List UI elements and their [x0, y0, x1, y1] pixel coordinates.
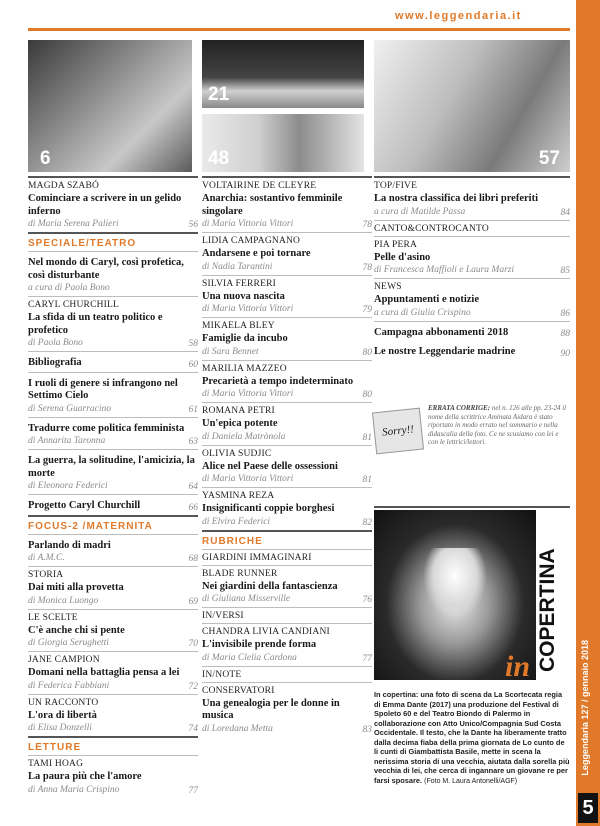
- entry-author: YASMINA REZA: [202, 491, 275, 501]
- entry-page-number: 61: [188, 404, 198, 415]
- entry-title[interactable]: La paura più che l'amore: [28, 771, 142, 782]
- toc-entry[interactable]: [202, 607, 372, 623]
- entry-title[interactable]: Parlando di madri: [28, 539, 111, 551]
- section-heading: FOCUS-2 /MATERNITA: [28, 515, 198, 534]
- entry-page-number: 60: [188, 359, 198, 370]
- entry-byline: a cura di Matilde Passa: [374, 206, 466, 217]
- toc-entry[interactable]: [374, 278, 570, 321]
- toc-entry[interactable]: [374, 341, 570, 361]
- entry-page-number: 78: [362, 220, 372, 230]
- entry-author: PIA PERA: [374, 239, 418, 250]
- toc-entry[interactable]: [374, 236, 570, 279]
- entry-title[interactable]: Cominciare a scrivere in un gelido inferno: [28, 193, 182, 217]
- entry-author: CHANDRA LIVIA CANDIANI: [202, 627, 330, 637]
- entry-title[interactable]: Tradurre come politica femminista: [28, 422, 185, 434]
- photo-event[interactable]: [202, 114, 364, 172]
- entry-title[interactable]: La nostra classifica dei libri preferiti: [374, 193, 538, 204]
- entry-title[interactable]: Anarchia: sostantivo femminile singolare: [202, 193, 343, 217]
- entry-page-number: 79: [362, 305, 372, 315]
- entry-author: IN/NOTE: [202, 669, 242, 680]
- cover-caption: [374, 690, 570, 786]
- toc-entry[interactable]: [202, 487, 372, 530]
- entry-author: TAMI HOAG: [28, 759, 84, 769]
- entry-title[interactable]: Progetto Caryl Churchill: [28, 500, 141, 511]
- entry-page-number: 77: [188, 785, 198, 796]
- section-heading: SPECIALE/TEATRO: [28, 232, 198, 251]
- entry-page-number: 66: [188, 502, 198, 513]
- section-heading: RUBRICHE: [202, 530, 372, 549]
- toc-entry[interactable]: [28, 494, 198, 515]
- entry-title[interactable]: C'è anche chi si pente: [28, 624, 125, 636]
- photo-page-number: 48: [208, 148, 230, 169]
- entry-byline: di Elvira Federici: [202, 516, 271, 527]
- entry-title[interactable]: Appuntamenti e notizie: [374, 294, 479, 305]
- entry-author: LIDIA CAMPAGNANO: [202, 236, 301, 246]
- entry-title[interactable]: Nel mondo di Caryl, così profetica, così disturbante: [28, 257, 184, 281]
- entry-byline: di Daniela Matrònola: [202, 431, 286, 442]
- entry-page-number: 84: [560, 207, 570, 218]
- entry-title[interactable]: La guerra, la solitudine, l'amicizia, la morte: [28, 455, 195, 479]
- entry-page-number: 88: [560, 329, 570, 339]
- entry-title[interactable]: Un'epica potente: [202, 418, 278, 429]
- entry-page-number: 81: [362, 475, 372, 485]
- toc-entry[interactable]: [374, 176, 570, 220]
- entry-byline: di Federica Fabbiani: [28, 680, 110, 691]
- entry-page-number: 63: [188, 437, 198, 447]
- entry-page-number: 82: [362, 517, 372, 528]
- photo-page-number: 21: [208, 84, 230, 105]
- cover-rule: [374, 506, 570, 508]
- entry-page-number: 70: [188, 639, 198, 649]
- entry-page-number: 74: [188, 724, 198, 734]
- entry-title[interactable]: Nei giardini della fantascienza: [202, 580, 338, 592]
- toc-entry[interactable]: [202, 445, 372, 488]
- errata-box: [374, 404, 570, 462]
- toc-entry[interactable]: [28, 176, 198, 232]
- entry-author: LE SCELTE: [28, 612, 78, 623]
- toc-entry[interactable]: [374, 321, 570, 342]
- toc-entry[interactable]: [202, 682, 372, 737]
- toc-entry[interactable]: [202, 360, 372, 403]
- entry-byline: a cura di Giulia Crispino: [374, 307, 471, 318]
- entry-byline: di Francesca Maffioli e Laura Marzi: [374, 265, 515, 275]
- entry-title[interactable]: L'ora di libertà: [28, 709, 97, 721]
- entry-author: MAGDA SZABÓ: [28, 181, 100, 191]
- page-number: 5: [578, 793, 598, 823]
- entry-author: BLADE RUNNER: [202, 568, 278, 579]
- photo-page-number: 6: [40, 148, 51, 169]
- header-rule: [28, 28, 570, 31]
- entry-title[interactable]: Andarsene e poi tornare: [202, 248, 311, 259]
- photo-smiling-woman[interactable]: [374, 40, 570, 172]
- entry-page-number: 77: [362, 653, 372, 664]
- toc-entry[interactable]: [28, 351, 198, 372]
- toc-entry[interactable]: [374, 220, 570, 236]
- entry-page-number: 56: [188, 220, 198, 230]
- entry-byline: di Annarita Taronna: [28, 436, 106, 446]
- entry-author: JANE CAMPION: [28, 655, 100, 665]
- entry-page-number: 58: [188, 339, 198, 349]
- entry-author: MIKAELA BLEY: [202, 321, 275, 331]
- entry-title[interactable]: Alice nel Paese delle ossessioni: [202, 460, 338, 472]
- entry-byline: a cura di Paola Bono: [28, 283, 110, 293]
- entry-page-number: 68: [188, 554, 198, 564]
- toc-column-1: [28, 176, 198, 798]
- issue-info: Leggendaria 127 / gennaio 2018: [580, 640, 590, 776]
- entry-byline: di A.M.C.: [28, 553, 65, 563]
- entry-author: CANTO&CONTROCANTO: [374, 223, 489, 234]
- entry-page-number: 78: [362, 262, 372, 273]
- website-url[interactable]: www.leggendaria.it: [395, 10, 522, 22]
- entry-byline: di Giorgia Serughetti: [28, 638, 109, 648]
- errata-text: [428, 404, 570, 447]
- entry-byline: di Eleonora Federici: [28, 481, 108, 491]
- entry-byline: di Maria Vittoria Vittori: [202, 219, 294, 229]
- entry-page-number: 85: [560, 266, 570, 276]
- toc-entry[interactable]: [202, 317, 372, 360]
- toc-entry[interactable]: [28, 296, 198, 351]
- toc-entry[interactable]: [28, 694, 198, 737]
- cover-heading: COPERTINA: [536, 548, 559, 672]
- errata-label: ERRATA CORRIGE:: [428, 404, 491, 412]
- toc-entry[interactable]: [28, 534, 198, 567]
- entry-page-number: 83: [362, 724, 372, 735]
- toc-entry[interactable]: [202, 549, 372, 565]
- entry-byline: di Maria Vittoria Vittori: [202, 304, 294, 314]
- toc-entry[interactable]: [28, 251, 198, 296]
- entry-byline: di Monica Luongo: [28, 595, 99, 606]
- entry-byline: di Paola Bono: [28, 338, 83, 348]
- entry-author: NEWS: [374, 282, 402, 292]
- entry-page-number: 81: [362, 432, 372, 443]
- photo-woman-portrait[interactable]: [28, 40, 192, 172]
- entry-author: TOP/FIVE: [374, 181, 418, 191]
- entry-title[interactable]: La sfida di un teatro politico e profetico: [28, 312, 163, 336]
- errata-body: nel n. 126 alle pp. 23-24 il nome della scrittrice Aminata Aidara è stato riportato in modo errato nel sommario e nella didascalia della foto. Ce ne scusiamo con lei e con le lettrici/lettori.: [428, 404, 567, 446]
- section-heading: LETTURE: [28, 736, 198, 755]
- entry-author: SILVIA FERRERI: [202, 278, 276, 289]
- entry-title[interactable]: I ruoli di genere si infrangono nel Settimo Cielo: [28, 377, 178, 401]
- toc-entry[interactable]: [202, 275, 372, 318]
- toc-entry[interactable]: [202, 232, 372, 275]
- entry-byline: di Maria Serena Palieri: [28, 219, 119, 229]
- entry-title[interactable]: Una nuova nascita: [202, 290, 285, 302]
- toc-entry[interactable]: [202, 402, 372, 445]
- toc-entry[interactable]: [202, 176, 372, 232]
- toc-entry[interactable]: [28, 372, 198, 417]
- entry-page-number: 86: [560, 308, 570, 319]
- toc-entry[interactable]: [202, 666, 372, 682]
- entry-page-number: 69: [188, 596, 198, 607]
- entry-author: IN/VERSI: [202, 611, 244, 621]
- toc-entry[interactable]: [28, 417, 198, 450]
- entry-page-number: 80: [362, 390, 372, 400]
- toc-entry[interactable]: [28, 755, 198, 798]
- entry-byline: di Maria Clelia Cardona: [202, 652, 297, 663]
- entry-byline: di Serena Guarracino: [28, 403, 112, 414]
- toc-entry[interactable]: [202, 565, 372, 608]
- cover-caption-text: In copertina: una foto di scena da La Scortecata regia di Emma Dante (2017) una produzione del Festival di Spoleto 60 e del Teatro Biondo di Palermo in collaborazione con Atto Unico/Compagnia Sud Costa Occidentale. Il testo, che la Dante ha liberamente tratto dalla decima fiaba della prima giornata de Lo cunto de li cunti di Giambattista Basile, mette in scena la nerissima storia di una vecchia, aiutata dalla sorella più vecchia di lei, che cerca di ingannare un giovane re per farsi sposare.: [374, 690, 570, 785]
- entry-title[interactable]: Pelle d'asino: [374, 251, 431, 263]
- entry-title[interactable]: L'invisibile prende forma: [202, 639, 317, 650]
- entry-author: UN RACCONTO: [28, 697, 99, 708]
- entry-page-number: 64: [188, 482, 198, 492]
- entry-title[interactable]: Domani nella battaglia pensa a lei: [28, 667, 180, 678]
- entry-page-number: 76: [362, 595, 372, 605]
- toc-entry[interactable]: [28, 651, 198, 694]
- entry-byline: di Nadia Tarantini: [202, 261, 273, 272]
- entry-author: STORIA: [28, 570, 64, 580]
- entry-byline: di Loredana Metta: [202, 723, 273, 734]
- entry-byline: di Maria Vittoria Vittori: [202, 474, 294, 484]
- entry-title[interactable]: Dai miti alla provetta: [28, 582, 124, 593]
- dancer-figure: [424, 548, 486, 618]
- entry-title[interactable]: Le nostre Leggendarie madrine: [374, 346, 516, 357]
- entry-author: GIARDINI IMMAGINARI: [202, 552, 312, 563]
- entry-byline: di Giuliana Misserville: [202, 594, 291, 604]
- entry-author: VOLTAIRINE DE CLEYRE: [202, 181, 317, 191]
- entry-title[interactable]: Precarietà a tempo indeterminato: [202, 375, 354, 387]
- photo-page-number: 57: [538, 148, 560, 169]
- toc-entry[interactable]: [202, 623, 372, 666]
- entry-title[interactable]: Una genealogia per le donne in musica: [202, 697, 340, 721]
- cover-photo-credit: (Foto M. Laura Antonelli/AGF): [424, 777, 518, 785]
- entry-title[interactable]: Famiglie da incubo: [202, 333, 288, 344]
- sorry-note-image: Sorry!!: [372, 408, 424, 455]
- toc-entry[interactable]: [28, 609, 198, 652]
- toc-entry[interactable]: [28, 566, 198, 609]
- entry-page-number: 90: [560, 348, 570, 359]
- entry-page-number: 72: [188, 681, 198, 692]
- toc-entry[interactable]: [28, 449, 198, 494]
- entry-title[interactable]: Insignificanti coppie borghesi: [202, 503, 335, 514]
- entry-byline: di Maria Vittoria Vittori: [202, 389, 294, 399]
- entry-byline: di Sara Bennet: [202, 346, 259, 357]
- entry-author: OLIVIA SUDJIC: [202, 448, 272, 459]
- toc-column-3: [374, 176, 570, 361]
- entry-author: CONSERVATORI: [202, 685, 275, 696]
- toc-column-2: [202, 176, 372, 737]
- entry-title[interactable]: Campagna abbonamenti 2018: [374, 326, 509, 338]
- entry-byline: di Anna Maria Crispino: [28, 784, 120, 795]
- cover-in-label: in: [505, 650, 531, 683]
- entry-author: CARYL CHURCHILL: [28, 300, 120, 310]
- entry-title[interactable]: Bibliografia: [28, 357, 82, 368]
- entry-page-number: 80: [362, 347, 372, 358]
- entry-byline: di Elisa Donzelli: [28, 723, 92, 733]
- entry-author: MARILIA MAZZEO: [202, 363, 287, 374]
- photo-still-life[interactable]: [202, 40, 364, 108]
- entry-author: ROMANA PETRI: [202, 406, 275, 416]
